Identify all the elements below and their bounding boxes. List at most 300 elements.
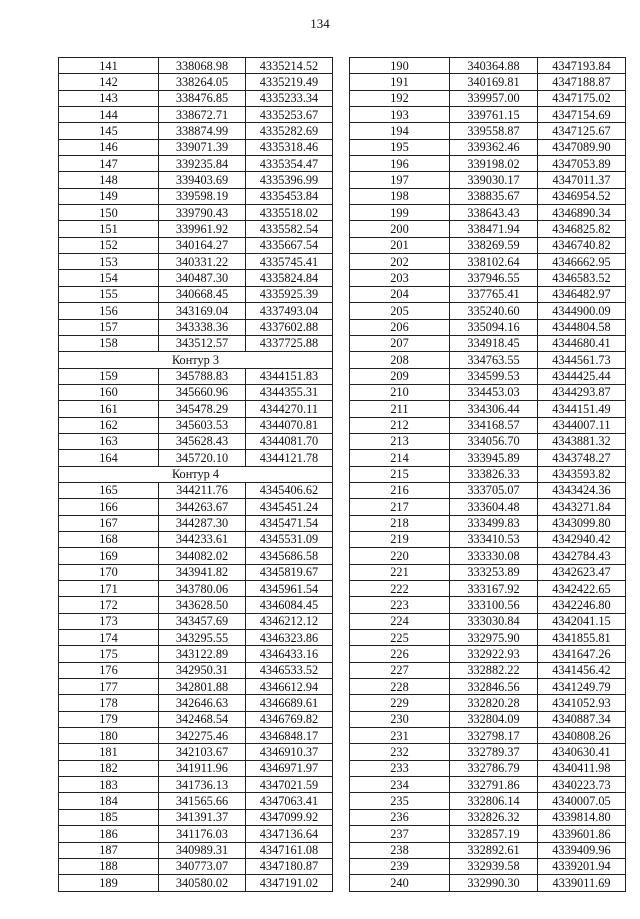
table-row (350, 662, 626, 678)
y-coordinate-cell: 4347053.89 (538, 156, 626, 172)
point-number-cell: 165 (59, 482, 159, 498)
point-number-cell: 206 (350, 319, 450, 335)
point-number-cell: 223 (350, 597, 450, 613)
point-number-cell: 167 (59, 515, 159, 531)
y-coordinate-cell: 4335667.54 (246, 237, 333, 253)
x-coordinate-cell: 332791.86 (450, 777, 538, 793)
table-row (350, 58, 626, 74)
y-coordinate-cell: 4347191.02 (246, 875, 333, 891)
y-coordinate-cell: 4344081.70 (246, 433, 333, 449)
table-row (59, 826, 333, 842)
table-row (350, 139, 626, 155)
y-coordinate-cell: 4341249.79 (538, 679, 626, 695)
x-coordinate-cell: 344263.67 (159, 499, 246, 515)
table-row (59, 401, 333, 417)
y-coordinate-cell: 4337493.04 (246, 303, 333, 319)
point-number-cell: 208 (350, 352, 450, 368)
table-row (350, 646, 626, 662)
table-row (59, 875, 333, 891)
point-number-cell: 211 (350, 401, 450, 417)
y-coordinate-cell: 4339201.94 (538, 858, 626, 874)
x-coordinate-cell: 343512.57 (159, 335, 246, 351)
y-coordinate-cell: 4342246.80 (538, 597, 626, 613)
point-number-cell: 152 (59, 237, 159, 253)
point-number-cell: 207 (350, 335, 450, 351)
table-row (350, 679, 626, 695)
y-coordinate-cell: 4341647.26 (538, 646, 626, 662)
x-coordinate-cell: 343295.55 (159, 630, 246, 646)
table-row (350, 793, 626, 809)
x-coordinate-cell: 341565.66 (159, 793, 246, 809)
table-row (350, 303, 626, 319)
point-number-cell: 200 (350, 221, 450, 237)
point-number-cell: 230 (350, 711, 450, 727)
table-row (350, 564, 626, 580)
point-number-cell: 232 (350, 744, 450, 760)
table-row (59, 205, 333, 221)
x-coordinate-cell: 338269.59 (450, 237, 538, 253)
x-coordinate-cell: 334056.70 (450, 433, 538, 449)
point-number-cell: 226 (350, 646, 450, 662)
point-number-cell: 221 (350, 564, 450, 580)
section-label: Контур 4 (59, 466, 333, 482)
table-row (350, 826, 626, 842)
point-number-cell: 159 (59, 368, 159, 384)
x-coordinate-cell: 344082.02 (159, 548, 246, 564)
y-coordinate-cell: 4347180.87 (246, 858, 333, 874)
point-number-cell: 188 (59, 858, 159, 874)
point-number-cell: 205 (350, 303, 450, 319)
y-coordinate-cell: 4346433.16 (246, 646, 333, 662)
y-coordinate-cell: 4344070.81 (246, 417, 333, 433)
table-row (350, 728, 626, 744)
x-coordinate-cell: 343941.82 (159, 564, 246, 580)
x-coordinate-cell: 339558.87 (450, 123, 538, 139)
y-coordinate-cell: 4335282.69 (246, 123, 333, 139)
y-coordinate-cell: 4346689.61 (246, 695, 333, 711)
x-coordinate-cell: 332990.30 (450, 875, 538, 891)
table-row (350, 90, 626, 106)
x-coordinate-cell: 340989.31 (159, 842, 246, 858)
y-coordinate-cell: 4347021.59 (246, 777, 333, 793)
table-row (350, 107, 626, 123)
point-number-cell: 148 (59, 172, 159, 188)
table-row (350, 777, 626, 793)
table-row (350, 858, 626, 874)
point-number-cell: 228 (350, 679, 450, 695)
y-coordinate-cell: 4343099.80 (538, 515, 626, 531)
table-row (59, 711, 333, 727)
point-number-cell: 146 (59, 139, 159, 155)
y-coordinate-cell: 4346910.37 (246, 744, 333, 760)
table-row (59, 188, 333, 204)
table-row (350, 417, 626, 433)
y-coordinate-cell: 4340007.05 (538, 793, 626, 809)
point-number-cell: 231 (350, 728, 450, 744)
x-coordinate-cell: 333705.07 (450, 482, 538, 498)
x-coordinate-cell: 338264.05 (159, 74, 246, 90)
table-row (59, 613, 333, 629)
x-coordinate-cell: 338672.71 (159, 107, 246, 123)
x-coordinate-cell: 341736.13 (159, 777, 246, 793)
table-row (59, 777, 333, 793)
point-number-cell: 225 (350, 630, 450, 646)
x-coordinate-cell: 338835.67 (450, 188, 538, 204)
x-coordinate-cell: 332882.22 (450, 662, 538, 678)
table-row (59, 237, 333, 253)
y-coordinate-cell: 4342784.43 (538, 548, 626, 564)
point-number-cell: 175 (59, 646, 159, 662)
point-number-cell: 162 (59, 417, 159, 433)
y-coordinate-cell: 4341456.42 (538, 662, 626, 678)
table-row (350, 613, 626, 629)
y-coordinate-cell: 4335396.99 (246, 172, 333, 188)
table-row (350, 842, 626, 858)
y-coordinate-cell: 4340630.41 (538, 744, 626, 760)
point-number-cell: 236 (350, 809, 450, 825)
x-coordinate-cell: 338471.94 (450, 221, 538, 237)
x-coordinate-cell: 345628.43 (159, 433, 246, 449)
y-coordinate-cell: 4347154.69 (538, 107, 626, 123)
table-row (59, 319, 333, 335)
point-number-cell: 155 (59, 286, 159, 302)
x-coordinate-cell: 343122.89 (159, 646, 246, 662)
table-row (59, 417, 333, 433)
point-number-cell: 229 (350, 695, 450, 711)
x-coordinate-cell: 332789.37 (450, 744, 538, 760)
point-number-cell: 199 (350, 205, 450, 221)
table-row (350, 531, 626, 547)
point-number-cell: 202 (350, 254, 450, 270)
x-coordinate-cell: 340487.30 (159, 270, 246, 286)
table-row (350, 433, 626, 449)
table-row (59, 335, 333, 351)
point-number-cell: 210 (350, 384, 450, 400)
table-row (350, 205, 626, 221)
point-number-cell: 161 (59, 401, 159, 417)
point-number-cell: 143 (59, 90, 159, 106)
y-coordinate-cell: 4345531.09 (246, 531, 333, 547)
x-coordinate-cell: 334306.44 (450, 401, 538, 417)
table-row (59, 107, 333, 123)
y-coordinate-cell: 4344355.31 (246, 384, 333, 400)
x-coordinate-cell: 339761.15 (450, 107, 538, 123)
point-number-cell: 174 (59, 630, 159, 646)
table-row (59, 646, 333, 662)
y-coordinate-cell: 4343748.27 (538, 450, 626, 466)
x-coordinate-cell: 341911.96 (159, 760, 246, 776)
x-coordinate-cell: 344211.76 (159, 482, 246, 498)
point-number-cell: 184 (59, 793, 159, 809)
y-coordinate-cell: 4343424.36 (538, 482, 626, 498)
point-number-cell: 144 (59, 107, 159, 123)
coordinates-table-right (349, 57, 626, 892)
x-coordinate-cell: 345603.53 (159, 417, 246, 433)
table-row (350, 401, 626, 417)
y-coordinate-cell: 4344804.58 (538, 319, 626, 335)
y-coordinate-cell: 4347136.64 (246, 826, 333, 842)
table-row (350, 466, 626, 482)
y-coordinate-cell: 4344561.73 (538, 352, 626, 368)
x-coordinate-cell: 339362.46 (450, 139, 538, 155)
y-coordinate-cell: 4341052.93 (538, 695, 626, 711)
x-coordinate-cell: 342275.46 (159, 728, 246, 744)
table-row (59, 156, 333, 172)
point-number-cell: 220 (350, 548, 450, 564)
table-row (59, 662, 333, 678)
y-coordinate-cell: 4346323.86 (246, 630, 333, 646)
point-number-cell: 204 (350, 286, 450, 302)
table-row (59, 139, 333, 155)
table-row (350, 875, 626, 891)
x-coordinate-cell: 332804.09 (450, 711, 538, 727)
table-row (59, 744, 333, 760)
point-number-cell: 239 (350, 858, 450, 874)
x-coordinate-cell: 332857.19 (450, 826, 538, 842)
point-number-cell: 215 (350, 466, 450, 482)
x-coordinate-cell: 335240.60 (450, 303, 538, 319)
x-coordinate-cell: 342468.54 (159, 711, 246, 727)
x-coordinate-cell: 332846.56 (450, 679, 538, 695)
y-coordinate-cell: 4335925.39 (246, 286, 333, 302)
x-coordinate-cell: 342646.63 (159, 695, 246, 711)
y-coordinate-cell: 4347063.41 (246, 793, 333, 809)
point-number-cell: 158 (59, 335, 159, 351)
x-coordinate-cell: 342950.31 (159, 662, 246, 678)
y-coordinate-cell: 4344425.44 (538, 368, 626, 384)
point-number-cell: 189 (59, 875, 159, 891)
x-coordinate-cell: 334599.53 (450, 368, 538, 384)
x-coordinate-cell: 342801.88 (159, 679, 246, 695)
point-number-cell: 194 (350, 123, 450, 139)
table-row (350, 335, 626, 351)
x-coordinate-cell: 332892.61 (450, 842, 538, 858)
y-coordinate-cell: 4340223.73 (538, 777, 626, 793)
point-number-cell: 156 (59, 303, 159, 319)
x-coordinate-cell: 333499.83 (450, 515, 538, 531)
point-number-cell: 171 (59, 581, 159, 597)
point-number-cell: 149 (59, 188, 159, 204)
table-row (350, 695, 626, 711)
point-number-cell: 191 (350, 74, 450, 90)
point-number-cell: 217 (350, 499, 450, 515)
table-row (59, 90, 333, 106)
x-coordinate-cell: 333826.33 (450, 466, 538, 482)
y-coordinate-cell: 4346954.52 (538, 188, 626, 204)
point-number-cell: 186 (59, 826, 159, 842)
table-row (350, 368, 626, 384)
point-number-cell: 193 (350, 107, 450, 123)
x-coordinate-cell: 345478.29 (159, 401, 246, 417)
table-row (350, 123, 626, 139)
y-coordinate-cell: 4344680.41 (538, 335, 626, 351)
y-coordinate-cell: 4342940.42 (538, 531, 626, 547)
point-number-cell: 160 (59, 384, 159, 400)
table-row (350, 172, 626, 188)
point-number-cell: 173 (59, 613, 159, 629)
table-row (59, 809, 333, 825)
table-row (350, 482, 626, 498)
y-coordinate-cell: 4347161.08 (246, 842, 333, 858)
section-row (59, 466, 333, 482)
x-coordinate-cell: 334918.45 (450, 335, 538, 351)
y-coordinate-cell: 4341855.81 (538, 630, 626, 646)
y-coordinate-cell: 4347125.67 (538, 123, 626, 139)
y-coordinate-cell: 4347188.87 (538, 74, 626, 90)
y-coordinate-cell: 4343881.32 (538, 433, 626, 449)
point-number-cell: 151 (59, 221, 159, 237)
point-number-cell: 163 (59, 433, 159, 449)
table-row (350, 286, 626, 302)
y-coordinate-cell: 4343593.82 (538, 466, 626, 482)
table-row (59, 728, 333, 744)
x-coordinate-cell: 338102.64 (450, 254, 538, 270)
x-coordinate-cell: 339790.43 (159, 205, 246, 221)
y-coordinate-cell: 4344121.78 (246, 450, 333, 466)
table-row (350, 630, 626, 646)
x-coordinate-cell: 332826.32 (450, 809, 538, 825)
x-coordinate-cell: 333330.08 (450, 548, 538, 564)
table-row (59, 695, 333, 711)
table-row (59, 793, 333, 809)
y-coordinate-cell: 4347193.84 (538, 58, 626, 74)
y-coordinate-cell: 4345686.58 (246, 548, 333, 564)
y-coordinate-cell: 4340411.98 (538, 760, 626, 776)
table-row (350, 515, 626, 531)
point-number-cell: 170 (59, 564, 159, 580)
table-row (59, 384, 333, 400)
point-number-cell: 192 (350, 90, 450, 106)
x-coordinate-cell: 334168.57 (450, 417, 538, 433)
y-coordinate-cell: 4346084.45 (246, 597, 333, 613)
point-number-cell: 169 (59, 548, 159, 564)
table-row (59, 433, 333, 449)
point-number-cell: 222 (350, 581, 450, 597)
point-number-cell: 141 (59, 58, 159, 74)
y-coordinate-cell: 4347099.92 (246, 809, 333, 825)
point-number-cell: 145 (59, 123, 159, 139)
x-coordinate-cell: 340169.81 (450, 74, 538, 90)
x-coordinate-cell: 343780.06 (159, 581, 246, 597)
table-row (59, 482, 333, 498)
table-row (350, 254, 626, 270)
table-row (59, 254, 333, 270)
y-coordinate-cell: 4344007.11 (538, 417, 626, 433)
table-row (350, 237, 626, 253)
y-coordinate-cell: 4335745.41 (246, 254, 333, 270)
y-coordinate-cell: 4346583.52 (538, 270, 626, 286)
x-coordinate-cell: 343169.04 (159, 303, 246, 319)
table-row (59, 630, 333, 646)
y-coordinate-cell: 4346890.34 (538, 205, 626, 221)
point-number-cell: 178 (59, 695, 159, 711)
y-coordinate-cell: 4339011.69 (538, 875, 626, 891)
x-coordinate-cell: 333167.92 (450, 581, 538, 597)
coordinates-table-left (58, 57, 333, 892)
point-number-cell: 219 (350, 531, 450, 547)
table-row (59, 515, 333, 531)
point-number-cell: 209 (350, 368, 450, 384)
point-number-cell: 180 (59, 728, 159, 744)
table-row (350, 597, 626, 613)
point-number-cell: 234 (350, 777, 450, 793)
y-coordinate-cell: 4335318.46 (246, 139, 333, 155)
y-coordinate-cell: 4335354.47 (246, 156, 333, 172)
x-coordinate-cell: 339030.17 (450, 172, 538, 188)
x-coordinate-cell: 338874.99 (159, 123, 246, 139)
table-row (350, 744, 626, 760)
y-coordinate-cell: 4345961.54 (246, 581, 333, 597)
y-coordinate-cell: 4342623.47 (538, 564, 626, 580)
point-number-cell: 154 (59, 270, 159, 286)
point-number-cell: 168 (59, 531, 159, 547)
x-coordinate-cell: 344233.61 (159, 531, 246, 547)
x-coordinate-cell: 340773.07 (159, 858, 246, 874)
y-coordinate-cell: 4344151.49 (538, 401, 626, 417)
table-row (59, 499, 333, 515)
x-coordinate-cell: 334763.55 (450, 352, 538, 368)
y-coordinate-cell: 4347011.37 (538, 172, 626, 188)
table-row (350, 581, 626, 597)
x-coordinate-cell: 345660.96 (159, 384, 246, 400)
x-coordinate-cell: 340331.22 (159, 254, 246, 270)
table-row (59, 221, 333, 237)
y-coordinate-cell: 4339814.80 (538, 809, 626, 825)
x-coordinate-cell: 345788.83 (159, 368, 246, 384)
y-coordinate-cell: 4337725.88 (246, 335, 333, 351)
y-coordinate-cell: 4346848.17 (246, 728, 333, 744)
table-row (350, 809, 626, 825)
point-number-cell: 233 (350, 760, 450, 776)
table-row (59, 172, 333, 188)
table-row (59, 74, 333, 90)
point-number-cell: 203 (350, 270, 450, 286)
point-number-cell: 153 (59, 254, 159, 270)
table-row (59, 286, 333, 302)
x-coordinate-cell: 341176.03 (159, 826, 246, 842)
y-coordinate-cell: 4339409.96 (538, 842, 626, 858)
point-number-cell: 183 (59, 777, 159, 793)
table-row (350, 221, 626, 237)
y-coordinate-cell: 4344151.83 (246, 368, 333, 384)
table-row (350, 270, 626, 286)
table-row (350, 548, 626, 564)
x-coordinate-cell: 339961.92 (159, 221, 246, 237)
y-coordinate-cell: 4340808.26 (538, 728, 626, 744)
table-row (59, 564, 333, 580)
point-number-cell: 177 (59, 679, 159, 695)
y-coordinate-cell: 4344293.87 (538, 384, 626, 400)
table-row (59, 123, 333, 139)
table-row (59, 858, 333, 874)
y-coordinate-cell: 4335518.02 (246, 205, 333, 221)
y-coordinate-cell: 4347175.02 (538, 90, 626, 106)
table-row (59, 548, 333, 564)
x-coordinate-cell: 332922.93 (450, 646, 538, 662)
x-coordinate-cell: 332806.14 (450, 793, 538, 809)
point-number-cell: 176 (59, 662, 159, 678)
point-number-cell: 182 (59, 760, 159, 776)
y-coordinate-cell: 4346662.95 (538, 254, 626, 270)
point-number-cell: 179 (59, 711, 159, 727)
y-coordinate-cell: 4346825.82 (538, 221, 626, 237)
x-coordinate-cell: 345720.10 (159, 450, 246, 466)
section-label: Контур 3 (59, 352, 333, 368)
y-coordinate-cell: 4346769.82 (246, 711, 333, 727)
table-row (59, 450, 333, 466)
point-number-cell: 240 (350, 875, 450, 891)
point-number-cell: 196 (350, 156, 450, 172)
